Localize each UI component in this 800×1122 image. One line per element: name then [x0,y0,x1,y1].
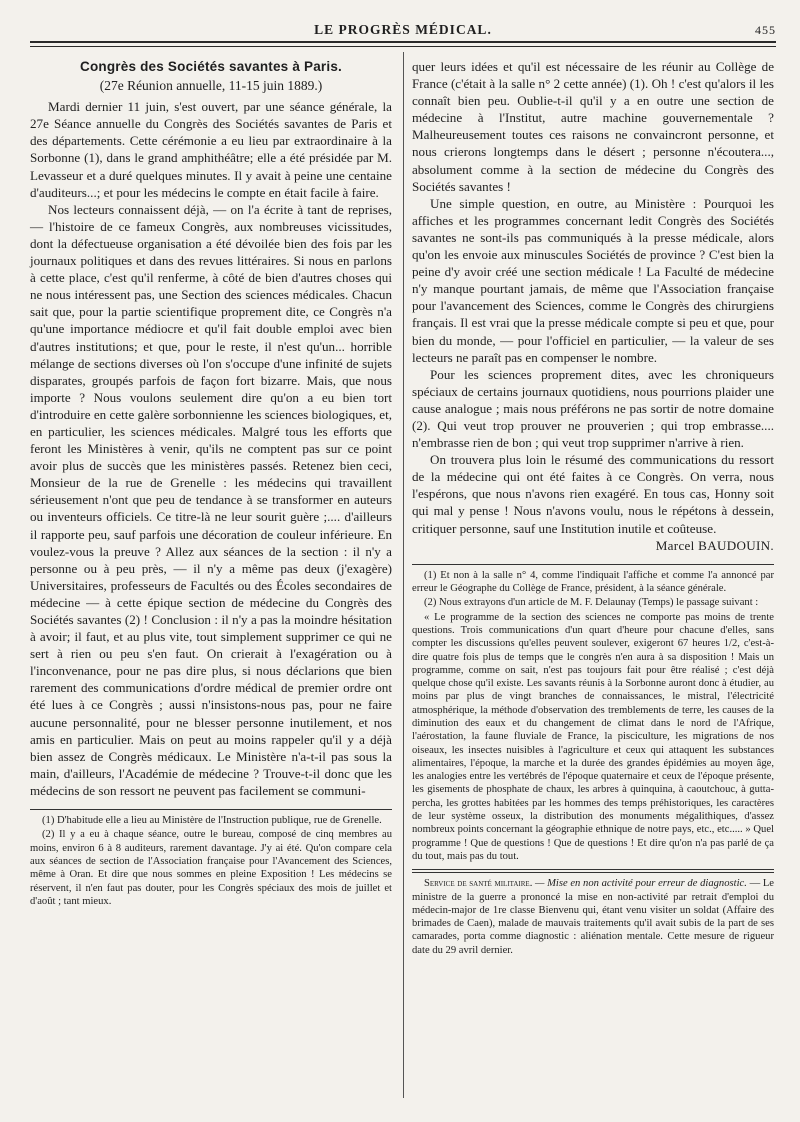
footnote: (1) D'habitude elle a lieu au Ministère de l'Instruction publique, rue de Grenelle. [42,815,382,827]
paragraph: Une simple question, en outre, au Ministère : Pourquoi les affiches et les programmes concernant ledit Congrès des Sociétés savantes ne sont-ils pas communiqués à la presse médicale, alors qu'on les envoie aux minuscules Sociétés de province ? C'est bien la peine d'y avoir créé une section médicale ! La Faculté de médecine n'y manque pourtant jamais, de même que l'Association française pour l'avancement des Sciences, comme le Congrès des chirurgiens français. Il est vrai que la presse médicale compte si peu et que, pour bien du monde, — pour l'officiel en particulier, — la valeur de ses lecteurs ne paraît pas en compenser le nombre. [412,195,774,365]
footnote-rule [30,809,392,810]
paragraph: On trouvera plus loin le résumé des communications du ressort de la médecine qui ont été faites à ce Congrès. On verra, nous l'espérons, que nous n'avons rien exagéré. En tous cas, Honny soit qui mal y pense ! Nous n'avons voulu, nous le répétons à dessein, critiquer personne, sauf une Institution inutile et coûteuse. [412,452,774,536]
article-subtitle: (27e Réunion annuelle, 11-15 juin 1889.) [99,78,323,94]
footnote-rule [412,564,774,565]
paragraph: Pour les sciences proprement dites, avec les chroniqueurs spéciaux de certains journaux quotidiens, nous pourrions plaider une cause analogue ; mais nous préférons ne pas sortir de notre domaine (2). Qui veut trop prouver ne prouverien ; qui trop embrasse.... n'embrasse rien de bon ; qui veut trop supprimer n'arrive à rien. [412,366,774,451]
quoted-passage: « Le programme de la section des sciences ne comporte pas moins de trente questions. Trois communications d'un quart d'heure pour chacune d'elles, sans compter les discussions qu'elles peuvent soulever, exigeront 67 heures 1/2, c'est-à-dire quatre fois plus de temps que le congrès n'en aura à sa disposition ! Mais un programme, comme on sait, n'est pas toujours fait pour être réalisé ; c'est déjà quelque chose qu'il existe. Les savants réunis à la Sorbonne auront donc à étudier, au moins par plus de vingt branches de connaissances, le mistral, l'électricité atmosphérique, la méthode d'observation des tremblements de terre, les causes de la diminution des eaux et du changement de climat dans le nord de l'Afrique, l'aérostation, la faune fluviale de France, la pisciculture, les migrations de nos oiseaux, les insectes nuisibles à l'agriculture et ceux qui attaquent les substances alimentaires, l'époque, la marche et la durée des grandes épidémies au moyen âge, les analogies entre les vertébrés de l'époque quaternaire et ceux de l'époque présente, les gisements de phosphate de chaux, les arbres à quinquina, à caoutchouc, à gutta-percha, les grottes habitées par les hommes des temps préhistoriques, les caractères de leur système osseux, la distribution des monuments mégalithiques, d'assez nombreux points concernant la géographie ethnique de notre pays, etc., etc..... » Quel programme ! Que de questions ! Que de questions ! Et dire qu'on n'a pas parlé de ça du tout, mais pas du tout. [412,611,774,862]
section-rule-thin [412,872,774,873]
notice-body: — Le ministre de la guerre a prononcé la mise en non-activité par retrait d'emploi du médecin-major de 1re classe Bienvenu qui, étant venu visiter un soldat (Affaire des brimades de Caen), malade de mauvais traitements qu'il avait subis de la part de ses camarades, porta comme diagnostic : aliénation mentale. Cette mesure de rigueur date du 29 avril dernier. [412,878,774,956]
journal-title: LE PROGRÈS MÉDICAL. [314,22,492,37]
notice-label: Service de santé militaire. [424,878,533,890]
author-signature: Marcel BAUDOUIN. [655,537,774,553]
military-notice [412,877,774,957]
footnote: (1) Et non à la salle n° 4, comme l'indiquait l'affiche et comme l'a annoncé par erreur le Géographe du Collège de France, président, à la séance générale. [412,569,774,595]
paragraph: Mardi dernier 11 juin, s'est ouvert, par une séance générale, la 27e Séance annuelle du Congrès des Sociétés savantes de Paris et des départements. Cette cérémonie a eu lieu par extraordinaire à la Sorbonne (1), dans le grand amphithéâtre; elle a été présidée par M. Levasseur et a duré quelques minutes. Il y avait à peine une centaine d'auditeurs...; et pour les médecins le compte en était facile à faire. [30,99,392,200]
section-rule [412,869,774,870]
page-number: 455 [755,23,776,37]
paragraph: Nos lecteurs connaissent déjà, — on l'a écrite à tant de reprises, — l'histoire de ce fameux Congrès, aux nombreuses vicissitudes, dont la défectueuse organisation a été dévoilée bien des fois par les journaux politiques et dans des revues littéraires. Si nous en parlons à cette place, c'est qu'il renferme, à côté de bien d'autres choses qui ne nous intéressent pas, une Section des sciences médicales. Chacun sait que, pour la partie scientifique proprement dite, ce Congrès n'a qu'une importance médiocre et qu'il fait double emploi avec bien d'autres institutions; et que, pour le reste, il n'est qu'un... horrible mélange de sections diverses où l'on s'occupe d'une infinité de sujets disparates, groupés parfois de façon fort bizarre. Mais, que nous importe ? Nous voulons seulement dire qu'on a eu bien tort d'introduire en cette galère sorbonnienne les sciences biologiques, et, en particulier, les sciences médicales. Malgré tous les efforts que feront les Ministères à venir, qu'ils ne comptent pas sur ce point avoir plus de succès que les ministères passés. Retenez bien ceci, Monsieur de la rue de Grenelle : les médecins qui travaillent sérieusement n'ont que peu de tendance à se transformer en auteurs ou inventeurs officiels. Ce titre-là ne leur sourit guère ;.... d'ailleurs il rapporte peu, sauf parfois une décoration de couleur inférieure. En voulez-vous la preuve ? Allez aux séances de la section : il n'y a personne ou à peu près, — il n'y a même pas deux (j'exagère) Universitaires, professeurs de Facultés ou des Écoles secondaires de médecine — à cette épique section de médecine du Congrès des Sociétés savantes (2) ! Conclusion : il n'y a pas la moindre hésitation à avoir; il faut, et au plus vite, tout simplement supprimer ce qui ne sert à rien ou peu s'en faut. On crierait à l'exagération ou à l'inconvenance, pour ne pas dire plus, si nous déclarions que bien rarement des communications d'ordre médical de premier ordre ont été lues à ce Congrès ; aussi n'insistons-nous pas, pour ne faire aucune personnalité, pour ne blesser personne inutilement, et nos amis en particulier. Mais on peut au moins rappeler qu'il y a déjà bien assez de Congrès médicaux. Le Ministère n'a-t-il pas sous la main, d'ailleurs, l'Académie de médecine ? Trouve-t-il donc que les médecins de son ressort ne peuvent pas facilement se communi- [30,201,392,798]
footnote: (2) Nous extrayons d'un article de M. F. Delaunay (Temps) le passage suivant : [424,597,759,609]
right-column [412,58,774,958]
paragraph-continuation: quer leurs idées et qu'il est nécessaire de les réunir au Collège de France (c'était à la salle n° 2 cette année) (1). Oh ! c'est qu'alors il les connaît bien peu. Oublie-t-il qu'il y a en outre une section de médecine à l'Institut, autre machine gouvernementale ? Malheureusement toutes ces raisons ne convaincront personne, et nous crierons longtemps dans le désert ; personne n'écoutera..., absolument comme à la section de médecine du Congrès des Sociétés savantes ! [412,59,774,194]
footnote: (2) Il y a eu à chaque séance, outre le bureau, composé de cinq membres au moins, environ 6 à 8 auditeurs, rarement davantage. J'y ai été. Qu'on compare cela aux séances de section de l'Association française pour l'Avancement des Sciences, même à Oran. Et dire que nous sommes en pleine Exposition ! Les médecins se réservent, il n'en faut pas douter, pour les Congrès spéciaux des mois de juillet et d'août ; tant mieux. [30,829,392,907]
notice-heading: — Mise en non activité pour erreur de diagnostic. [535,878,747,890]
left-column [30,58,392,909]
page-header [30,22,776,40]
header-rule-thin [30,46,776,47]
signature-line [412,537,774,554]
header-rule [30,41,776,43]
right-footnotes [412,569,774,864]
column-divider [403,52,404,1098]
article-title: Congrès des Sociétés savantes à Paris. [80,59,342,74]
left-footnotes [30,814,392,908]
